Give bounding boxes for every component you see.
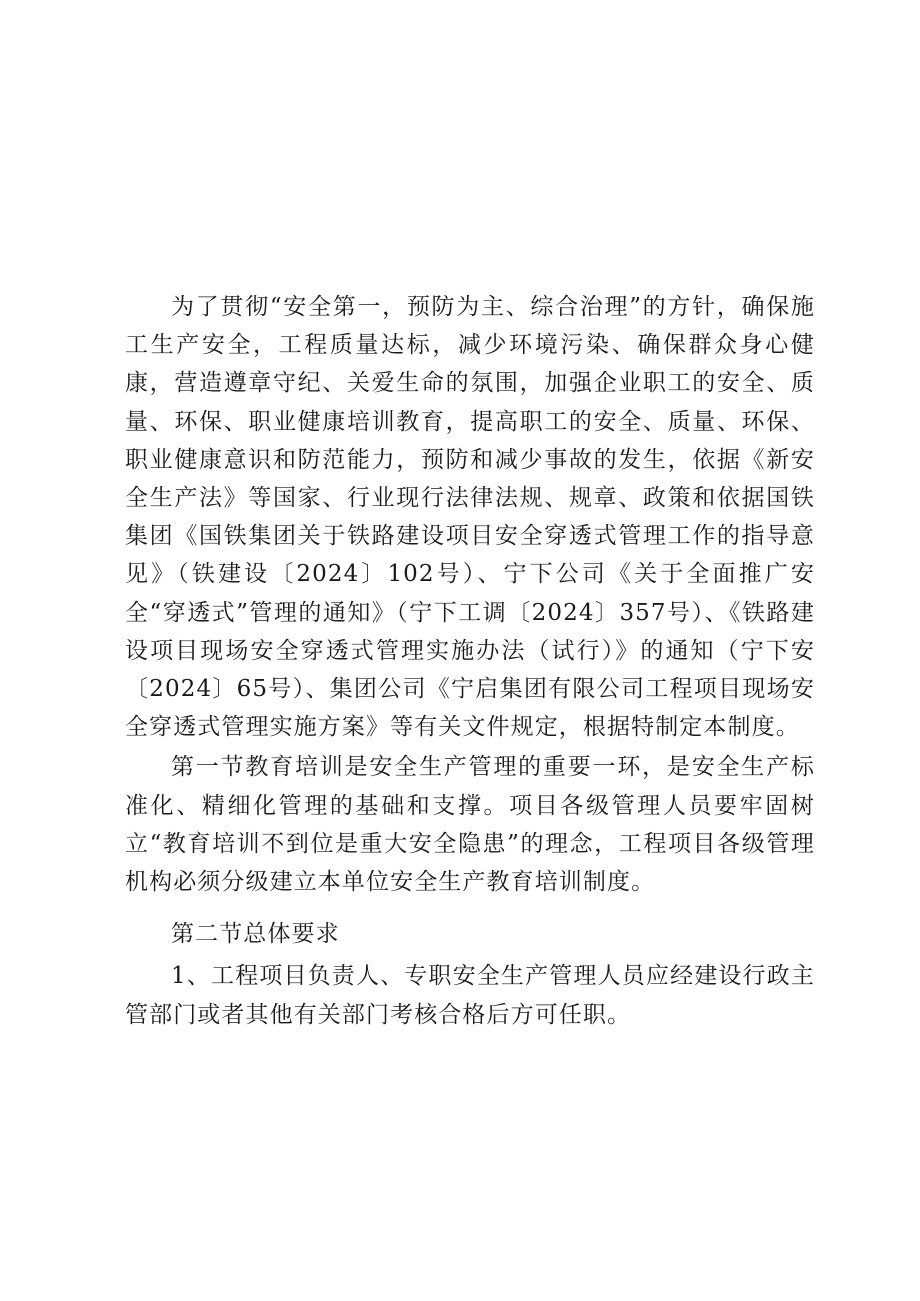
paragraph-intro: 为了贯彻“安全第一，预防为主、综合治理”的方针，确保施工生产安全，工程质量达标，减少环境污染、确保群众身心健康，营造遵章守纪、关爱生命的氛围，加强企业职工的安全、质量、环保、职业健康培训教育，提高职工的安全、质量、环保、职业健康意识和防范能力，预防和减少事故的发生，依据《新安全生产法》等国家、行业现行法律法规、规章、政策和依据国铁集团《国铁集团关于铁路建设项目安全穿透式管理工作的指导意见》（铁建设〔2024〕102号）、宁下公司《关于全面推广安全“穿透式”管理的通知》（宁下工调〔2024〕357号）、《铁路建设项目现场安全穿透式管理实施办法（试行）》的通知（宁下安〔2024〕65号）、集团公司《宁启集团有限公司工程项目现场安全穿透式管理实施方案》等有关文件规定，根据特制定本制度。: [125, 294, 815, 741]
document-body: [125, 288, 815, 1034]
section-heading-2: 第二节总体要求: [171, 921, 340, 948]
paragraph-item-1: 1、工程项目负责人、专职安全生产管理人员应经建设行政主管部门或者其他有关部门考核合格后方可任职。: [125, 963, 815, 1028]
paragraph-section-1: 第一节教育培训是安全生产管理的重要一环，是安全生产标准化、精细化管理的基础和支撑。项目各级管理人员要牢固树立“教育培训不到位是重大安全隐患”的理念，工程项目各级管理机构必须分级建立本单位安全生产教育培训制度。: [125, 754, 815, 896]
